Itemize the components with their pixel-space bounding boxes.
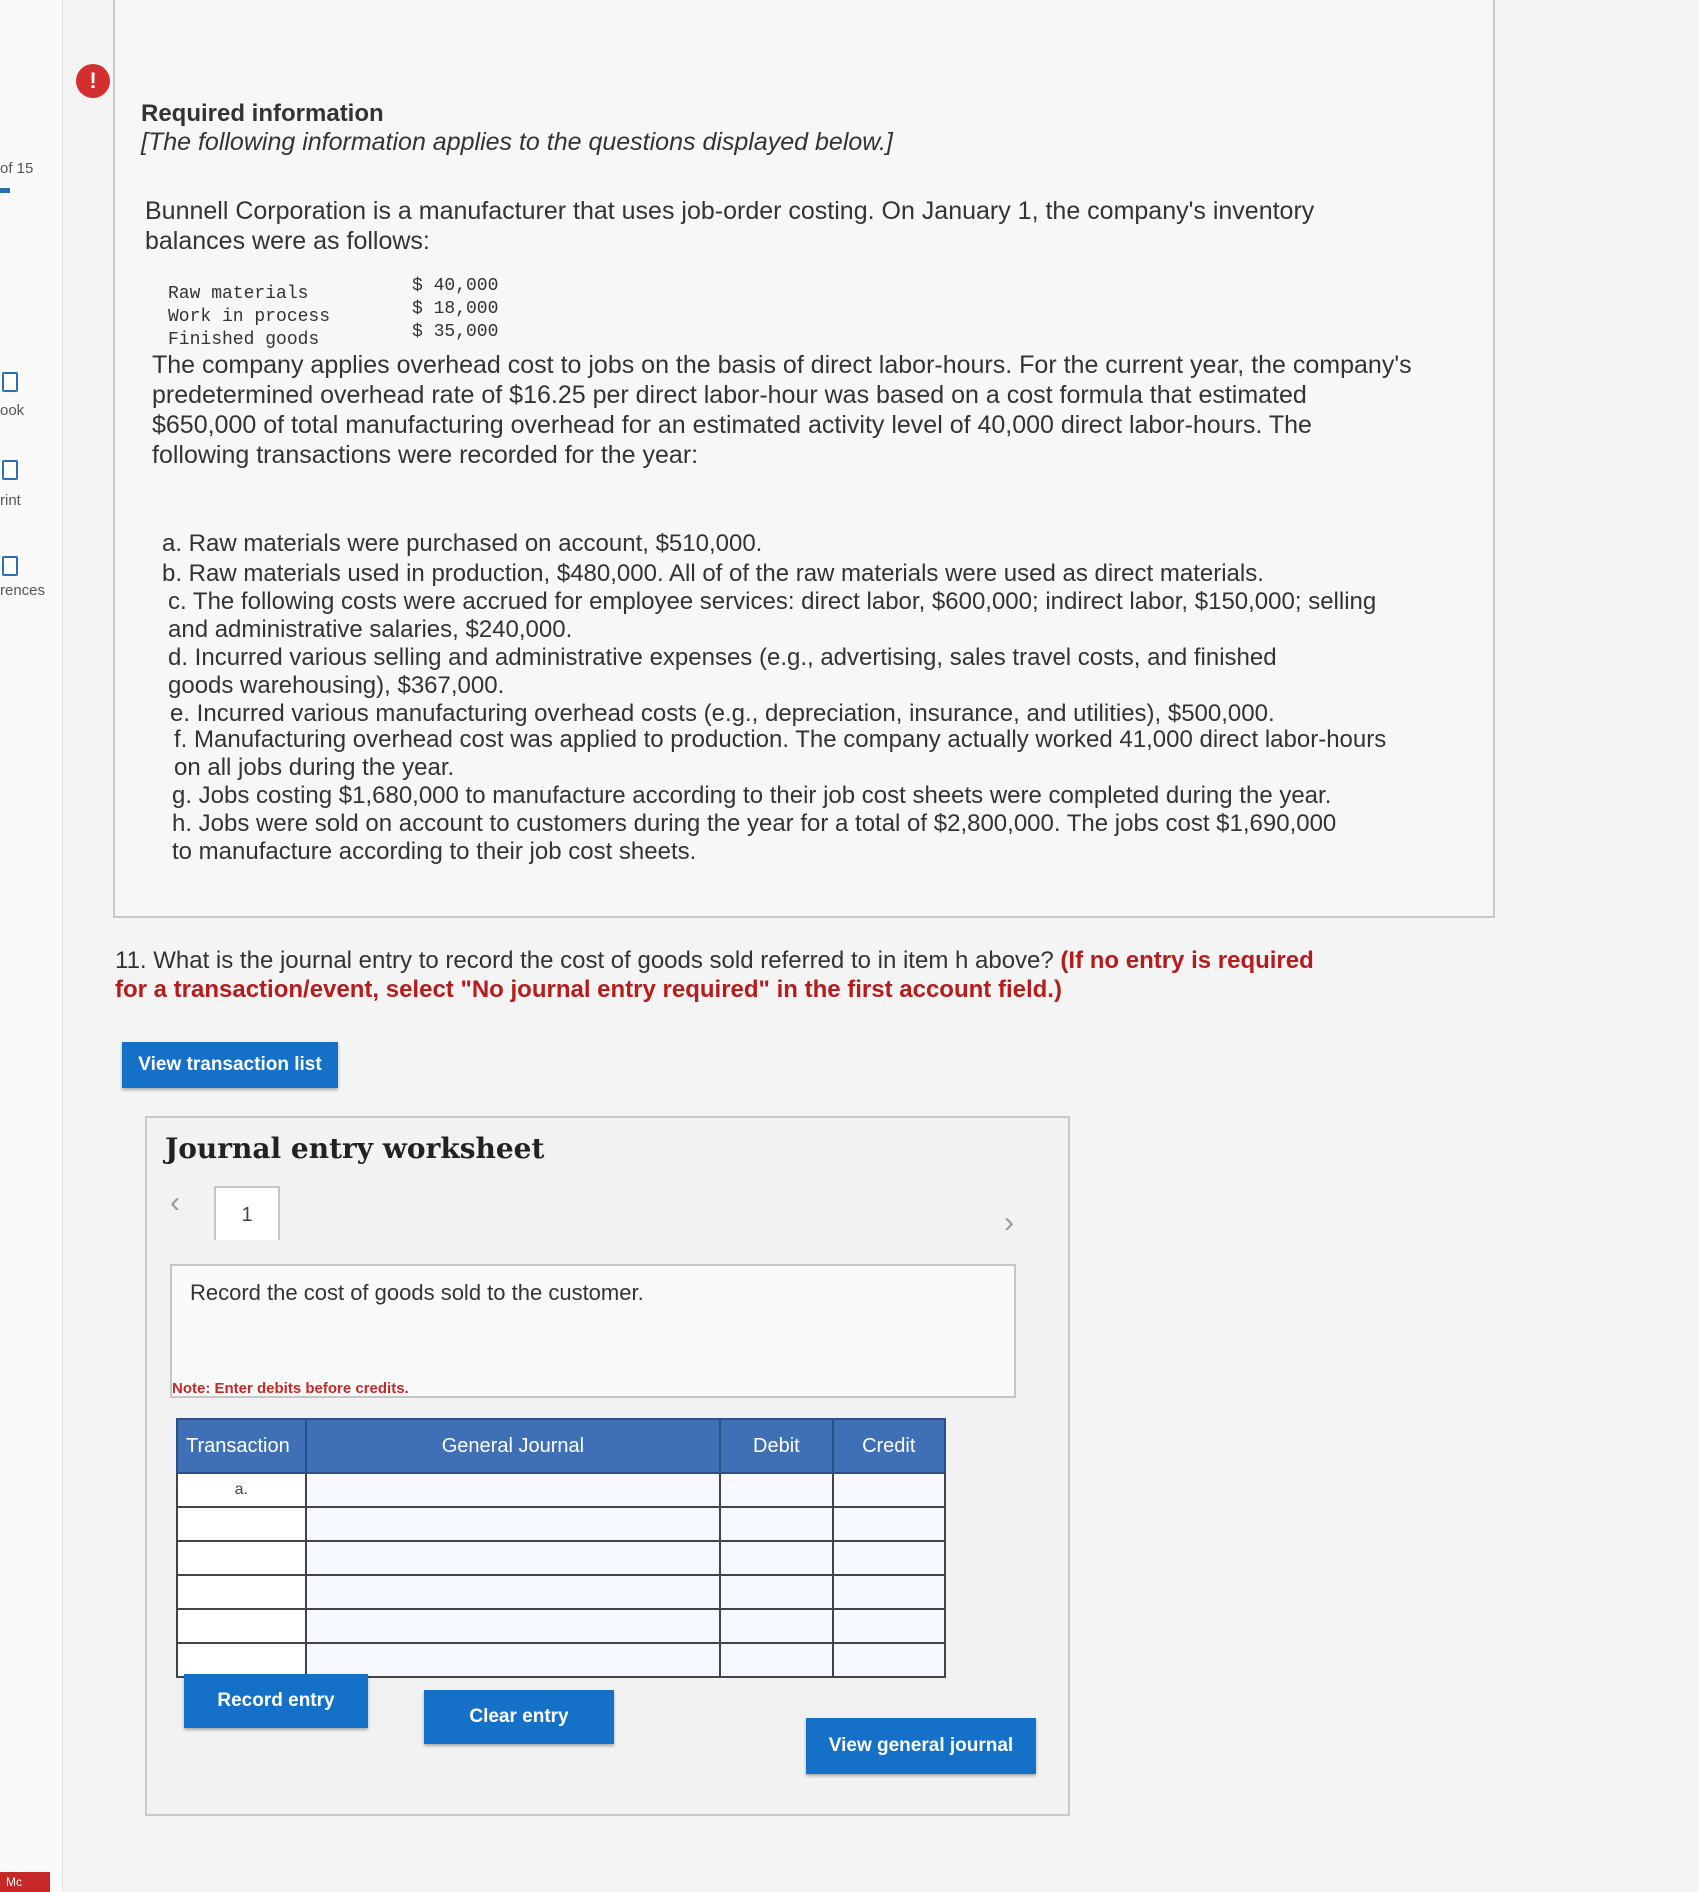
view-transaction-list-button[interactable]: View transaction list [122, 1042, 338, 1088]
account-input[interactable] [306, 1575, 721, 1609]
required-information-heading: Required information [141, 100, 384, 127]
info-subheading: [The following information applies to the questions displayed below.] [141, 128, 893, 156]
left-sidebar [0, 0, 63, 1892]
question-text [115, 946, 1335, 1004]
balance-label: Raw materials [168, 284, 309, 304]
journal-table [176, 1418, 946, 1678]
transaction-item-f: f. Manufacturing overhead cost was applied to production. The company actually worked 41,000 direct labor-hours on all jobs during the year. [174, 726, 1387, 781]
account-input[interactable] [306, 1473, 721, 1507]
credit-input[interactable] [833, 1473, 946, 1507]
transaction-item-g: g. Jobs costing $1,680,000 to manufacture according to their job cost sheets were completed during the year. [172, 782, 1332, 809]
question-prompt: 11. What is the journal entry to record the cost of goods sold referred to in item h above? [115, 947, 1054, 974]
ebook-icon[interactable] [2, 372, 18, 392]
debit-input[interactable] [720, 1643, 832, 1677]
table-row [177, 1643, 945, 1677]
chevron-left-icon[interactable]: ‹ [170, 1186, 180, 1219]
print-icon[interactable] [2, 460, 18, 480]
balance-value: $ 40,000 [412, 276, 499, 296]
account-input[interactable] [306, 1541, 721, 1575]
sidebar-item-print[interactable]: rint [0, 492, 21, 509]
transaction-cell [177, 1541, 306, 1575]
debits-note: Note: Enter debits before credits. [172, 1380, 409, 1397]
debit-column-header: Debit [720, 1419, 832, 1473]
transaction-item-a: a. Raw materials were purchased on account, $510,000. [162, 530, 763, 557]
balance-value: $ 18,000 [412, 299, 499, 319]
general-journal-column-header: General Journal [306, 1419, 721, 1473]
debit-input[interactable] [720, 1541, 832, 1575]
debit-input[interactable] [720, 1575, 832, 1609]
worksheet-tab-1[interactable]: 1 [214, 1186, 280, 1240]
table-row [177, 1473, 945, 1507]
balance-label: Work in process [168, 307, 331, 327]
account-input[interactable] [306, 1643, 721, 1677]
question-instruction: (If no entry is required for a transaction/event, select "No journal entry required" in the first account field.) [115, 947, 1314, 1003]
debit-input[interactable] [720, 1473, 832, 1507]
instruction-text: Record the cost of goods sold to the customer. [190, 1280, 644, 1305]
transaction-item-c: c. The following costs were accrued for employee services: direct labor, $600,000; indirect labor, $150,000; selling and administrative salaries, $240,000. [168, 588, 1377, 643]
account-input[interactable] [306, 1507, 721, 1541]
credit-column-header: Credit [833, 1419, 946, 1473]
record-entry-button[interactable]: Record entry [184, 1674, 368, 1728]
references-icon[interactable] [2, 556, 18, 576]
transaction-cell [177, 1609, 306, 1643]
sidebar-item-references[interactable]: rences [0, 582, 46, 599]
transaction-item-d: d. Incurred various selling and administrative expenses (e.g., advertising, sales travel costs, and finished goods warehousing), $367,000. [168, 644, 1277, 699]
credit-input[interactable] [833, 1609, 946, 1643]
clear-entry-button[interactable]: Clear entry [424, 1690, 614, 1744]
balance-value: $ 35,000 [412, 322, 499, 342]
overhead-paragraph: The company applies overhead cost to jobs on the basis of direct labor-hours. For the current year, the company's predetermined overhead rate of $16.25 per direct labor-hour was based on a cost formula that estimated $650,000 of total manufacturing overhead for an estimated activity level of 40,000 direct labor-hours. The following transactions were recorded for the year: [152, 351, 1412, 469]
view-general-journal-button[interactable]: View general journal [806, 1718, 1036, 1774]
transaction-cell: a. [177, 1473, 306, 1507]
sidebar-item-ebook[interactable]: ook [0, 402, 25, 419]
chevron-right-icon[interactable]: › [1004, 1206, 1014, 1239]
debit-input[interactable] [720, 1609, 832, 1643]
alert-icon: ! [76, 64, 110, 98]
account-input[interactable] [306, 1609, 721, 1643]
transaction-item-e: e. Incurred various manufacturing overhead costs (e.g., depreciation, insurance, and utilities), $500,000. [170, 700, 1275, 727]
worksheet-title: Journal entry worksheet [165, 1132, 545, 1165]
table-row [177, 1575, 945, 1609]
question-counter: of 15 [0, 160, 34, 177]
transaction-cell [177, 1643, 306, 1677]
transaction-cell [177, 1507, 306, 1541]
balance-label: Finished goods [168, 330, 320, 350]
transaction-column-header: Transaction [177, 1419, 306, 1473]
table-row [177, 1507, 945, 1541]
table-row [177, 1541, 945, 1575]
brand-badge: Mc [0, 1872, 50, 1892]
credit-input[interactable] [833, 1643, 946, 1677]
worksheet-instruction [170, 1264, 1016, 1398]
transaction-item-b: b. Raw materials used in production, $480,000. All of of the raw materials were used as direct materials. [162, 560, 1264, 587]
transaction-item-h: h. Jobs were sold on account to customers during the year for a total of $2,800,000. The jobs cost $1,690,000 to manufacture according to their job cost sheets. [172, 810, 1337, 865]
transaction-cell [177, 1575, 306, 1609]
intro-paragraph: Bunnell Corporation is a manufacturer that uses job-order costing. On January 1, the company's inventory balances were as follows: [145, 197, 1315, 255]
debit-input[interactable] [720, 1507, 832, 1541]
credit-input[interactable] [833, 1541, 946, 1575]
progress-marker [0, 188, 10, 193]
credit-input[interactable] [833, 1507, 946, 1541]
credit-input[interactable] [833, 1575, 946, 1609]
table-row [177, 1609, 945, 1643]
